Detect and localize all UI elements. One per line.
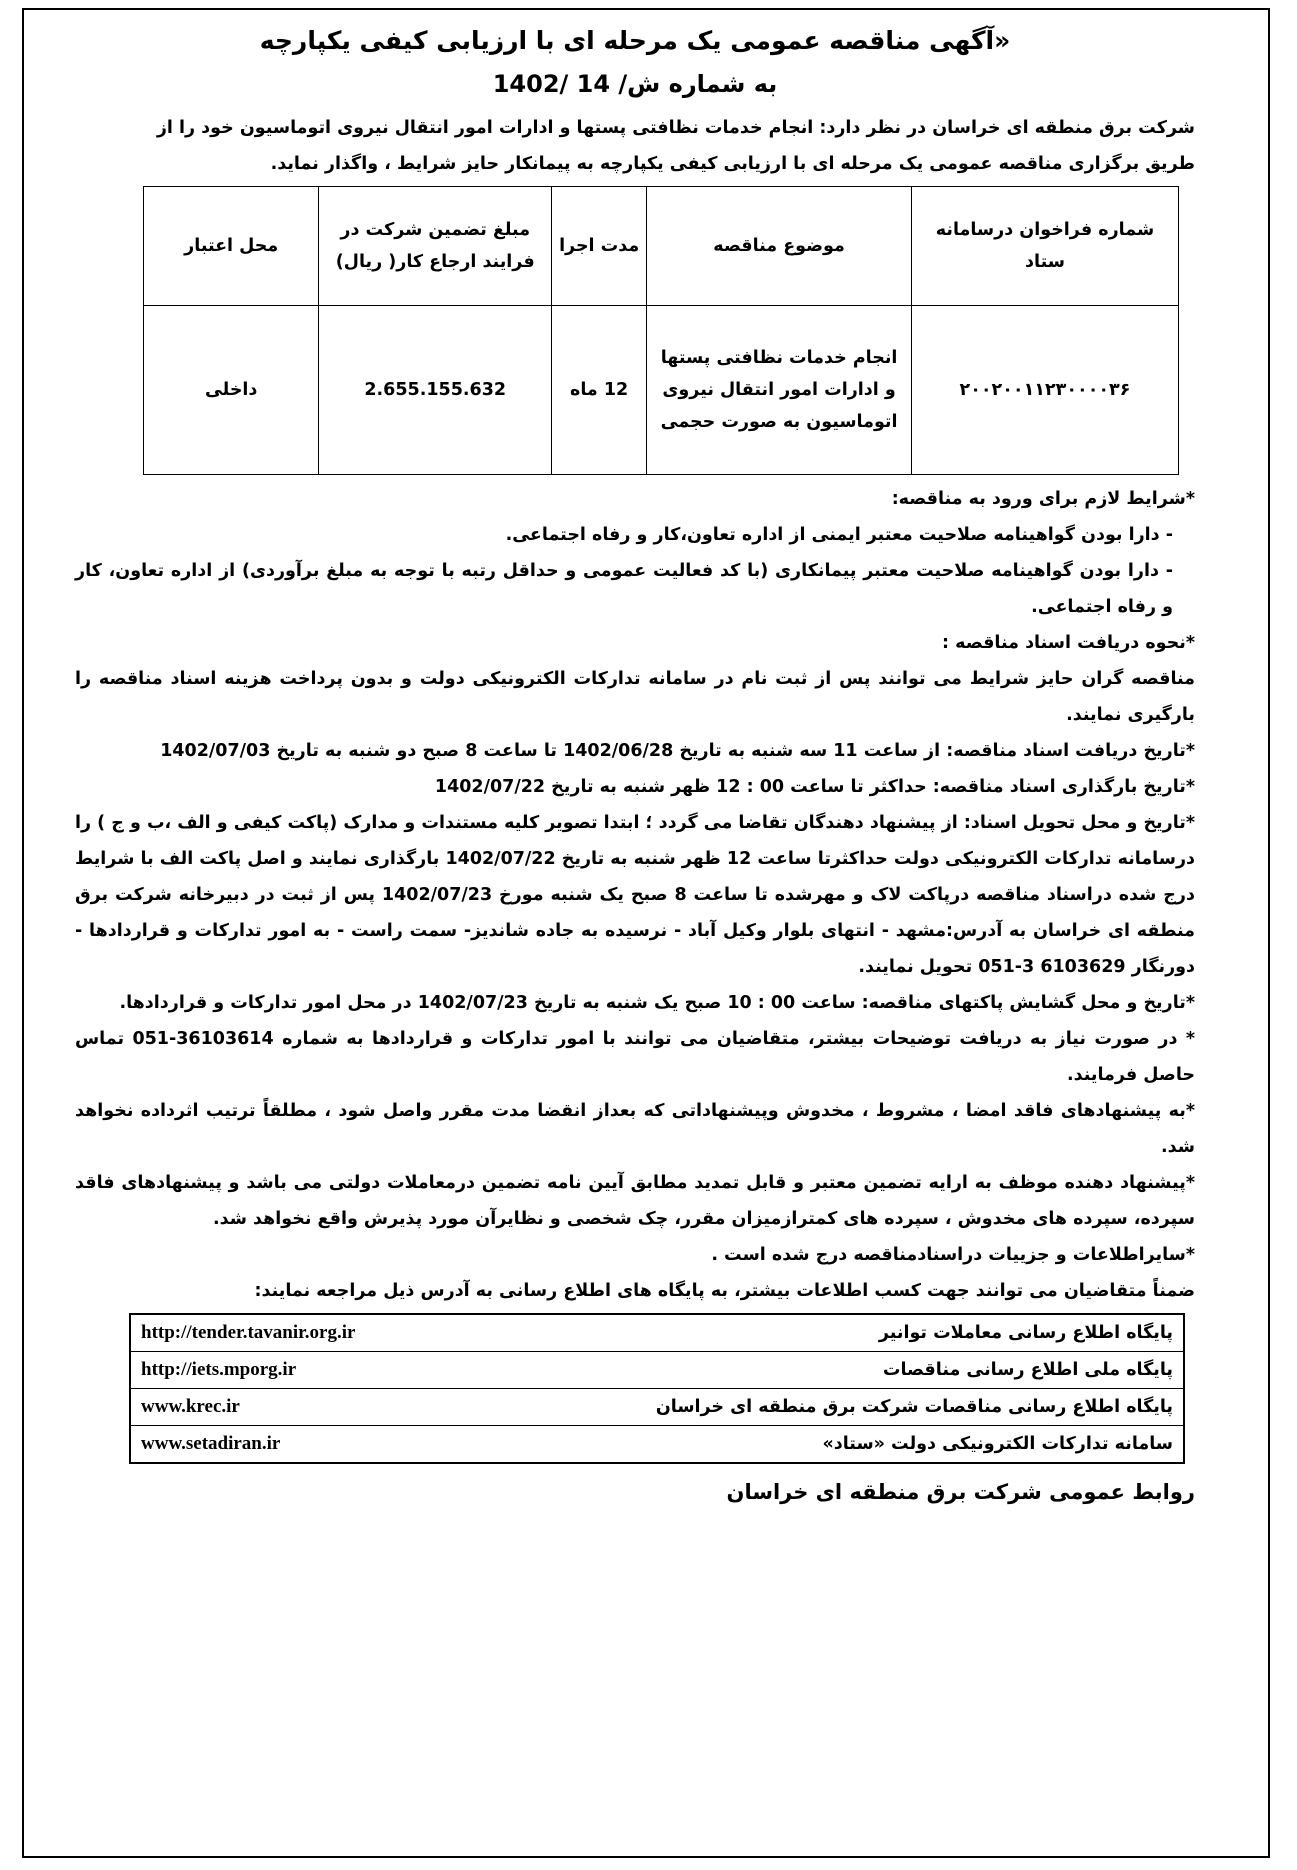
header-duration: مدت اجرا	[552, 187, 647, 306]
notice-number: به شماره ش/ 14 /1402	[492, 70, 778, 98]
link-url[interactable]: www.setadiran.ir	[130, 1426, 451, 1464]
tender-table-header	[144, 187, 1179, 306]
receive-docs-date: *تاریخ دریافت اسناد مناقصه: از ساعت 11 سه شنبه به تاریخ 1402/06/28 تا ساعت 8 صبح دو شنبه به تاریخ 1402/07/03	[160, 741, 1195, 761]
receive-heading: *نحوه دریافت اسناد مناقصه :	[942, 633, 1195, 653]
table-row	[130, 1389, 1184, 1426]
link-site-name: پایگاه اطلاع رسانی مناقصات شرکت برق منطقه ای خراسان	[451, 1389, 1184, 1426]
contact-details: * در صورت نیاز به دریافت توضیحات بیشتر، متقاضیان می توانند با امور تدارکات و قراردادها به شماره 36103614-051 تماس حاصل فرمایند.	[75, 1029, 1195, 1085]
conditions-heading: *شرایط لازم برای ورود به مناقصه:	[891, 489, 1195, 509]
intro-line-2: طریق برگزاری مناقصه عمومی یک مرحله ای با ارزیابی کیفی یکپارچه به پیمانکار حایز شرایط ، واگذار نماید.	[270, 154, 1195, 174]
header-call-number: شماره فراخوان درسامانه ستاد	[911, 187, 1178, 306]
link-site-name: پایگاه اطلاع رسانی معاملات توانیر	[451, 1314, 1184, 1352]
note-websites: ضمناً متقاضیان می توانند جهت کسب اطلاعات بیشتر، به پایگاه های اطلاع رسانی به آدرس ذیل مراجعه نمایند:	[254, 1281, 1195, 1301]
intro-line-1: شرکت برق منطقه ای خراسان در نظر دارد: انجام خدمات نظافتی پستها و ادارات امور انتقال نیروی اتوماسیون خود را از	[156, 118, 1195, 138]
footer-signature: روابط عمومی شرکت برق منطقه ای خراسان	[726, 1480, 1195, 1504]
table-row	[130, 1426, 1184, 1464]
tender-notice	[75, 22, 1195, 1504]
links-table	[129, 1313, 1185, 1464]
header-guarantee: مبلغ تضمین شرکت در فرایند ارجاع کار( ریال)	[319, 187, 552, 306]
note-other-info: *سایراطلاعات و جزییات دراسنادمناقصه درج شده است .	[711, 1245, 1195, 1265]
cell-subject: انجام خدمات نظافتی پستها و ادارات امور انتقال نیروی اتوماسیون به صورت حجمی	[647, 306, 912, 475]
cell-guarantee: 2.655.155.632	[319, 306, 552, 475]
link-site-name: سامانه تدارکات الکترونیکی دولت «ستاد»	[451, 1426, 1184, 1464]
receive-text: مناقصه گران حایز شرایط می توانند پس از ثبت نام در سامانه تدارکات الکترونیکی دولت و بدون پرداخت هزینه اسناد مناقصه را بارگیری نمایند.	[75, 669, 1195, 725]
cell-credit: داخلی	[144, 306, 319, 475]
condition-item: - دارا بودن گواهینامه صلاحیت معتبر پیمانکاری (با کد فعالیت عمومی و حداقل رتبه با توجه به مبلغ برآوردی) از اداره تعاون، کار و رفاه اجتماعی.	[75, 561, 1173, 617]
link-url[interactable]: http://iets.mporg.ir	[130, 1352, 451, 1389]
header-subject: موضوع مناقصه	[647, 187, 912, 306]
table-row	[130, 1352, 1184, 1389]
tender-table	[143, 186, 1179, 475]
header-credit: محل اعتبار	[144, 187, 319, 306]
link-site-name: پایگاه ملی اطلاع رسانی مناقصات	[451, 1352, 1184, 1389]
upload-docs-date: *تاریخ بارگذاری اسناد مناقصه: حداکثر تا ساعت 00 : 12 ظهر شنبه به تاریخ 1402/07/22	[434, 777, 1195, 797]
table-row	[144, 306, 1179, 475]
notice-title: «آگهی مناقصه عمومی یک مرحله ای با ارزیابی کیفی یکپارچه	[259, 26, 1011, 55]
link-url[interactable]: http://tender.tavanir.org.ir	[130, 1314, 451, 1352]
cell-call-number: ۲۰۰۲۰۰۱۱۲۳۰۰۰۰۳۶	[911, 306, 1178, 475]
cell-duration: 12 ماه	[552, 306, 647, 475]
delivery-details: *تاریخ و محل تحویل اسناد: از پیشنهاد دهندگان تقاضا می گردد ؛ ابتدا تصویر کلیه مستندات و مدارک (پاکت کیفی و الف ،ب و ج ) را درسامانه تدارکات الکترونیکی دولت حداکثرتا ساعت 12 ظهر شنبه به تاریخ 1402/07/22 بارگذاری نمایند و اصل پاکت الف با شرایط درج شده دراسناد مناقصه درپاکت لاک و مهرشده تا ساعت 8 صبح یک شنبه مورخ 1402/07/23 پس از ثبت در دبیرخانه شرکت برق منطقه ای خراسان به آدرس:مشهد - انتهای بلوار وکیل آباد - نرسیده به جاده شاندیز- سمت راست - به امور تدارکات و قراردادها - دورنگار 6103629 3-051 تحویل نمایند.	[75, 813, 1196, 977]
note-guarantee: *پیشنهاد دهنده موظف به ارایه تضمین معتبر و قابل تمدید مطابق آیین نامه تضمین درمعاملات دولتی می باشد و پیشنهادهای فاقد سپرده، سپرده های مخدوش ، سپرده های کمترازمیزان مقرر، چک شخصی و نظایرآن مورد پذیرش واقع نخواهد شد.	[75, 1173, 1195, 1229]
condition-item: - دارا بودن گواهینامه صلاحیت معتبر ایمنی از اداره تعاون،کار و رفاه اجتماعی.	[505, 525, 1173, 545]
table-row	[130, 1314, 1184, 1352]
note-invalid-bids: *به پیشنهادهای فاقد امضا ، مشروط ، مخدوش وپیشنهاداتی که بعداز انقضا مدت مقرر واصل شود ، مطلقاً ترتیب اثرداده نخواهد شد.	[75, 1101, 1195, 1157]
link-url[interactable]: www.krec.ir	[130, 1389, 451, 1426]
opening-details: *تاریخ و محل گشایش پاکتهای مناقصه: ساعت 00 : 10 صبح یک شنبه به تاریخ 1402/07/23 در محل امور تدارکات و قراردادها.	[119, 993, 1195, 1013]
